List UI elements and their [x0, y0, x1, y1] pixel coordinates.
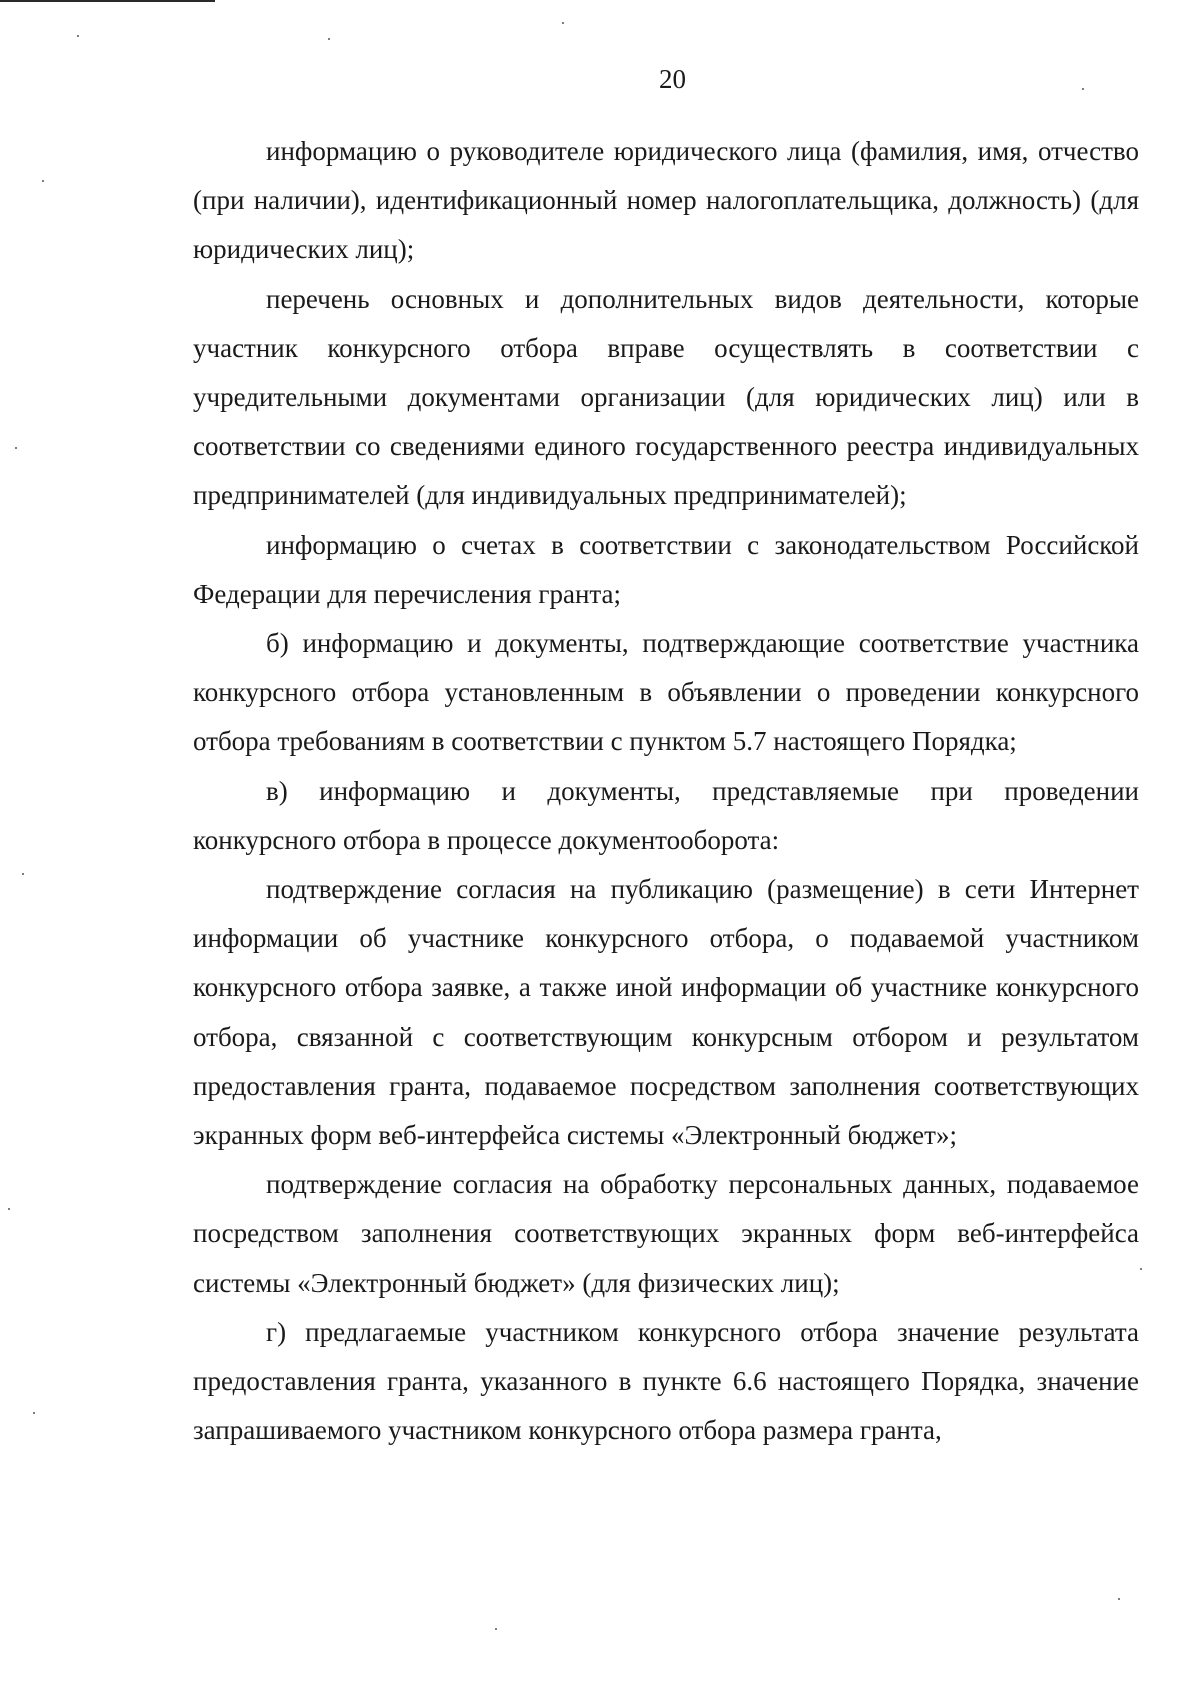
paragraph-item-b: б) информацию и документы, подтверждающие соответствие участника конкурсного отбора установленным в объявлении о проведении конкурсного отбора требованиям в соответствии с пунктом 5.7 настоящего Порядка;	[193, 628, 1139, 757]
scan-speck	[495, 1628, 497, 1630]
paragraph-activities-list: перечень основных и дополнительных видов деятельности, которые участник конкурсного отбора вправе осуществлять в соответствии с учредительными документами организации (для юридических лиц) или в соответствии со сведениями единого государственного реестра индивидуальных предпринимателей (для индивидуальных предпринимателей);	[193, 283, 1139, 511]
scan-speck	[1140, 1268, 1142, 1270]
scan-speck	[22, 873, 24, 875]
paragraph-item-v: в) информацию и документы, представляемые при проведении конкурсного отбора в процессе документооборота:	[193, 775, 1139, 855]
scan-speck	[1118, 1598, 1120, 1600]
scan-speck	[15, 447, 17, 449]
scan-speck	[328, 38, 330, 40]
scan-speck	[8, 1208, 10, 1210]
paragraph-head-info: информацию о руководителе юридического лица (фамилия, имя, отчество (при наличии), идентификационный номер налогоплательщика, должность) (для юридических лиц);	[193, 136, 1139, 265]
paragraph-publication-consent: подтверждение согласия на публикацию (размещение) в сети Интернет информации об участнике конкурсного отбора, о подаваемой участником конкурсного отбора заявке, а также иной информации об участнике конкурсного отбора, связанной с соответствующим конкурсным отбором и результатом предоставления гранта, подаваемое посредством заполнения соответствующих экранных форм веб-интерфейса системы «Электронный бюджет»;	[193, 874, 1139, 1151]
scan-speck	[42, 180, 44, 182]
paragraph-accounts-info: информацию о счетах в соответствии с законодательством Российской Федерации для перечисления гранта;	[193, 529, 1139, 609]
scan-speck	[562, 22, 564, 24]
paragraph-personal-data-consent: подтверждение согласия на обработку персональных данных, подаваемое посредством заполнения соответствующих экранных форм веб-интерфейса системы «Электронный бюджет» (для физических лиц);	[193, 1169, 1139, 1298]
scan-edge-line	[0, 0, 215, 2]
body-text	[193, 127, 1139, 1455]
scan-speck	[33, 1412, 35, 1414]
paragraph-item-g: г) предлагаемые участником конкурсного отбора значение результата предоставления гранта, указанного в пункте 6.6 настоящего Порядка, значение запрашиваемого участником конкурсного отбора размера гранта,	[193, 1316, 1139, 1446]
scan-speck	[77, 35, 79, 37]
page-number: 20	[659, 64, 686, 94]
